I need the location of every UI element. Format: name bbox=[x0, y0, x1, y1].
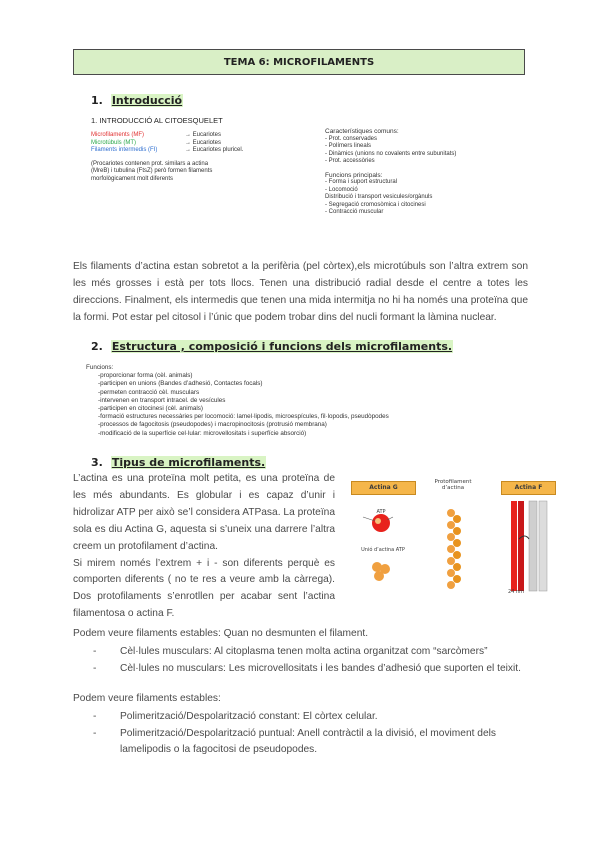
protofilament-label: Protofilament d’actina bbox=[434, 479, 472, 491]
section-title: Introducció bbox=[111, 94, 183, 107]
section-number: 2. bbox=[91, 340, 103, 353]
list-item: - Cèl·lules no musculars: Les microvellositats i les bandes d’adhesió que suporten el teixit. bbox=[93, 661, 529, 678]
atp-pocket bbox=[375, 518, 381, 524]
type-name: Filaments intermedis (FI) bbox=[91, 147, 158, 153]
list-item-text: Cèl·lules musculars: Al citoplasma tenen molta actina organitzat com “sarcòmers” bbox=[120, 646, 488, 657]
actin-f-filament bbox=[511, 501, 547, 591]
cytoskeleton-types bbox=[91, 132, 321, 183]
nm-label: 24 nm bbox=[508, 589, 524, 595]
function-item: Distribució i transport vesicules/orgànuls bbox=[325, 194, 433, 200]
section-title: Tipus de microfilaments. bbox=[111, 456, 266, 469]
characteristic-item: - Prot. conservades bbox=[325, 135, 378, 142]
page-title: TEMA 6: MICROFILAMENTS bbox=[73, 49, 525, 75]
common-characteristics bbox=[325, 128, 535, 217]
section-number: 1. bbox=[91, 94, 103, 107]
actin-description bbox=[73, 471, 335, 623]
stable-list-2 bbox=[93, 709, 529, 759]
function-line: -intervenen en transport intracel. de vesícules bbox=[98, 396, 226, 404]
actin-f-label: Actina F bbox=[514, 484, 543, 491]
type-arrow: → Eucariotes pluricel. bbox=[185, 147, 244, 153]
function-line: -proporcionar forma (cèl. animals) bbox=[98, 372, 193, 380]
adp-label: Unió d’actina ATP bbox=[361, 547, 405, 553]
list-item-text: Cèl·lules no musculars: Les microvellositats i les bandes d’adhesió que suporten el teixit. bbox=[120, 662, 521, 674]
stable-intro-2: Podem veure filaments estables: bbox=[73, 693, 221, 704]
type-row bbox=[91, 140, 321, 148]
function-line: -participen en unions (Bandes d’adhesió, Contactes focals) bbox=[98, 380, 263, 388]
function-line: -formació estructures necessàries per locomoció: lamel·lipodis, microespícules, fil·lopodis, pseudòpodes bbox=[98, 413, 389, 421]
characteristics-title: Característiques comuns: bbox=[325, 128, 399, 135]
section-2-heading bbox=[91, 340, 453, 353]
paragraph-text: Els filaments d’actina estan sobretot a la perifèria (pel còrtex),els microtúbuls son l’altra extrem son les més grosses i està per tots llocs. Tenen una distribució radial desde el centre a totes les direccions. Finalment, els intermedis que tenen una mida intermitja no hi ha només una proteïna que la formi. Pot estar pel citosol i l’únic que podem trobar dins del nucli formant la làmina nuclear. bbox=[73, 261, 528, 323]
list-item-text: Polimerització/Despolarització puntual: Anell contràctil a la divisió, el moviment dels lamelipodis o la fagocitosi de pseudopodes. bbox=[120, 727, 496, 755]
section-title: Estructura , composició i funcions dels microfilaments. bbox=[111, 340, 453, 353]
function-item: - Contracció muscular bbox=[325, 209, 384, 215]
function-line: -participen en citocinesi (cèl. animals) bbox=[98, 405, 203, 413]
function-line: -processos de fagocitosis (pseudopodes) i macropinocitosis (protrusió membrana) bbox=[98, 421, 327, 429]
type-arrow: → Eucariotes bbox=[185, 139, 222, 146]
characteristic-item: - Dinàmics (unions no covalents entre subunitats) bbox=[325, 150, 457, 157]
function-line: -modificació de la superfície cel·lular: microvellositats i superfície absorció) bbox=[98, 429, 307, 437]
function-item: - Segregació cromosòmica i citocinesi bbox=[325, 201, 426, 208]
characteristic-item: - Prot. accessòries bbox=[325, 158, 375, 164]
prokaryote-note: morfològicament molt diferents bbox=[91, 175, 174, 182]
actin-g-label: Actina G bbox=[369, 484, 398, 491]
function-item: - Locomoció bbox=[325, 186, 358, 193]
function-line: -permeten contracció cèl. musculars bbox=[98, 388, 200, 396]
section-number: 3. bbox=[91, 456, 103, 469]
atp-label: ATP bbox=[376, 509, 386, 515]
paragraph-text: L’actina es una proteïna molt petita, es una proteïna de les més abundants. Es globular i es capaz d’unir i hidrolizar ATP per això se’l considera ATPasa. La proteïna sola es diu Actina G, aquesta si s’uneix una darrere l’altra creem un protofilament d’actina. bbox=[73, 473, 335, 552]
type-name: Microfilaments (MF) bbox=[91, 132, 145, 138]
functions-title: Funcions principals: bbox=[325, 171, 383, 179]
functions-heading: Funcions: bbox=[86, 364, 114, 371]
prokaryote-note: (Procariotes contenen prot. similars a actina bbox=[91, 160, 209, 167]
actin-figure bbox=[351, 477, 556, 599]
actin-g-monomer bbox=[372, 514, 390, 532]
type-row bbox=[91, 147, 321, 155]
list-item: - Polimerització/Despolarització constant: El còrtex celular. bbox=[93, 709, 529, 726]
type-name: Microtúbuls (MT) bbox=[91, 139, 137, 146]
characteristic-item: - Polímers lineals bbox=[325, 143, 372, 149]
function-item: - Forma i suport estructural bbox=[325, 179, 398, 185]
protofilament-beads bbox=[447, 509, 461, 589]
section-1-heading bbox=[91, 94, 183, 107]
stable-intro-1: Podem veure filaments estables: Quan no desmunten el filament. bbox=[73, 628, 369, 639]
actin-diagram bbox=[351, 477, 556, 599]
functions-list bbox=[86, 364, 506, 438]
list-item: - Cèl·lules musculars: Al citoplasma tenen molta actina organitzat com “sarcòmers” bbox=[93, 644, 529, 661]
stable-list-1 bbox=[93, 644, 529, 677]
list-item: - Polimerització/Despolarització puntual: Anell contràctil a la divisió, el moviment dels lamelipodis o la fagocitosi de pseudopodes. bbox=[93, 726, 529, 759]
type-row bbox=[91, 132, 321, 140]
intro-figure-heading: 1. INTRODUCCIÓ AL CITOESQUELET bbox=[91, 116, 223, 125]
paragraph-text: Si mirem només l’extrem + i - son diferents perquè es comporten diferents ( no te res a veure amb la càrrega). Dos protofilaments s’enrotllen per acabar sent l’actina filamentosa o actina F. bbox=[73, 557, 335, 620]
section-3-heading bbox=[91, 456, 266, 469]
intro-paragraph bbox=[73, 259, 528, 327]
list-item-text: Polimerització/Despolarització constant: El còrtex celular. bbox=[120, 711, 378, 722]
type-arrow: → Eucariotes bbox=[185, 132, 222, 138]
prokaryote-note: (MreB) i tubulina (FtsZ) però formen filaments bbox=[91, 168, 213, 174]
